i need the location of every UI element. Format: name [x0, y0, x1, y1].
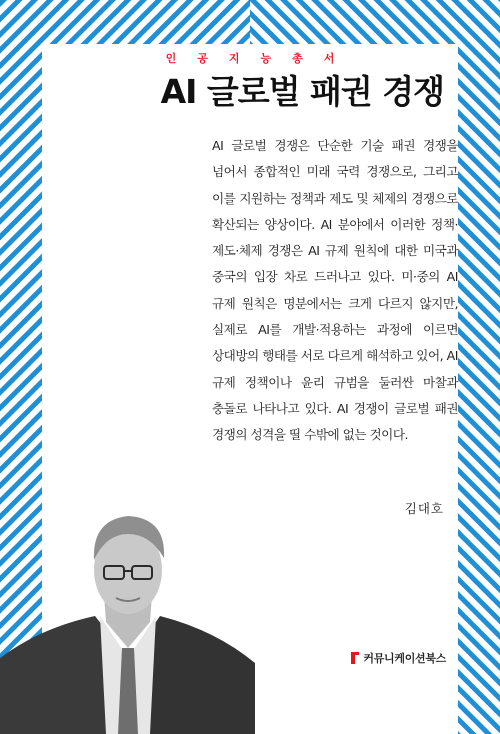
author-portrait-icon	[0, 498, 255, 734]
book-description: AI 글로벌 경쟁은 단순한 기술 패권 경쟁을 넘어서 종합적인 미래 국력 경쟁으로, 그리고 이를 지원하는 정책과 제도 및 체제의 경쟁으로 확산되는 양상이다. AI 분야에서 이러한 정책·제도·체제 경쟁은 AI 규제 원칙에 대한 미국과 중국의 입장 차로 드러나고 있다. 미·중의 AI 규제 원칙은 명분에서는 크게 다르지 않지만, 실제로 AI를 개발·적용하는 과정에 이르면 상대방의 행태를 서로 다르게 해석하고 있어, AI 규제 정책이나 윤리 규범을 둘러싼 마찰과 충돌로 나타나고 있다. AI 경쟁이 글로벌 패권 경쟁의 성격을 띨 수밖에 없는 것이다.	[212, 138, 458, 443]
publisher-logo-icon	[350, 651, 360, 665]
series-label: 인공지능총서	[165, 52, 356, 65]
book-title: AI 글로벌 패권 경쟁	[160, 72, 444, 111]
publisher-mark	[350, 650, 446, 666]
author-name: 김대호	[404, 501, 444, 516]
publisher-name: 커뮤니케이션북스	[363, 652, 446, 665]
